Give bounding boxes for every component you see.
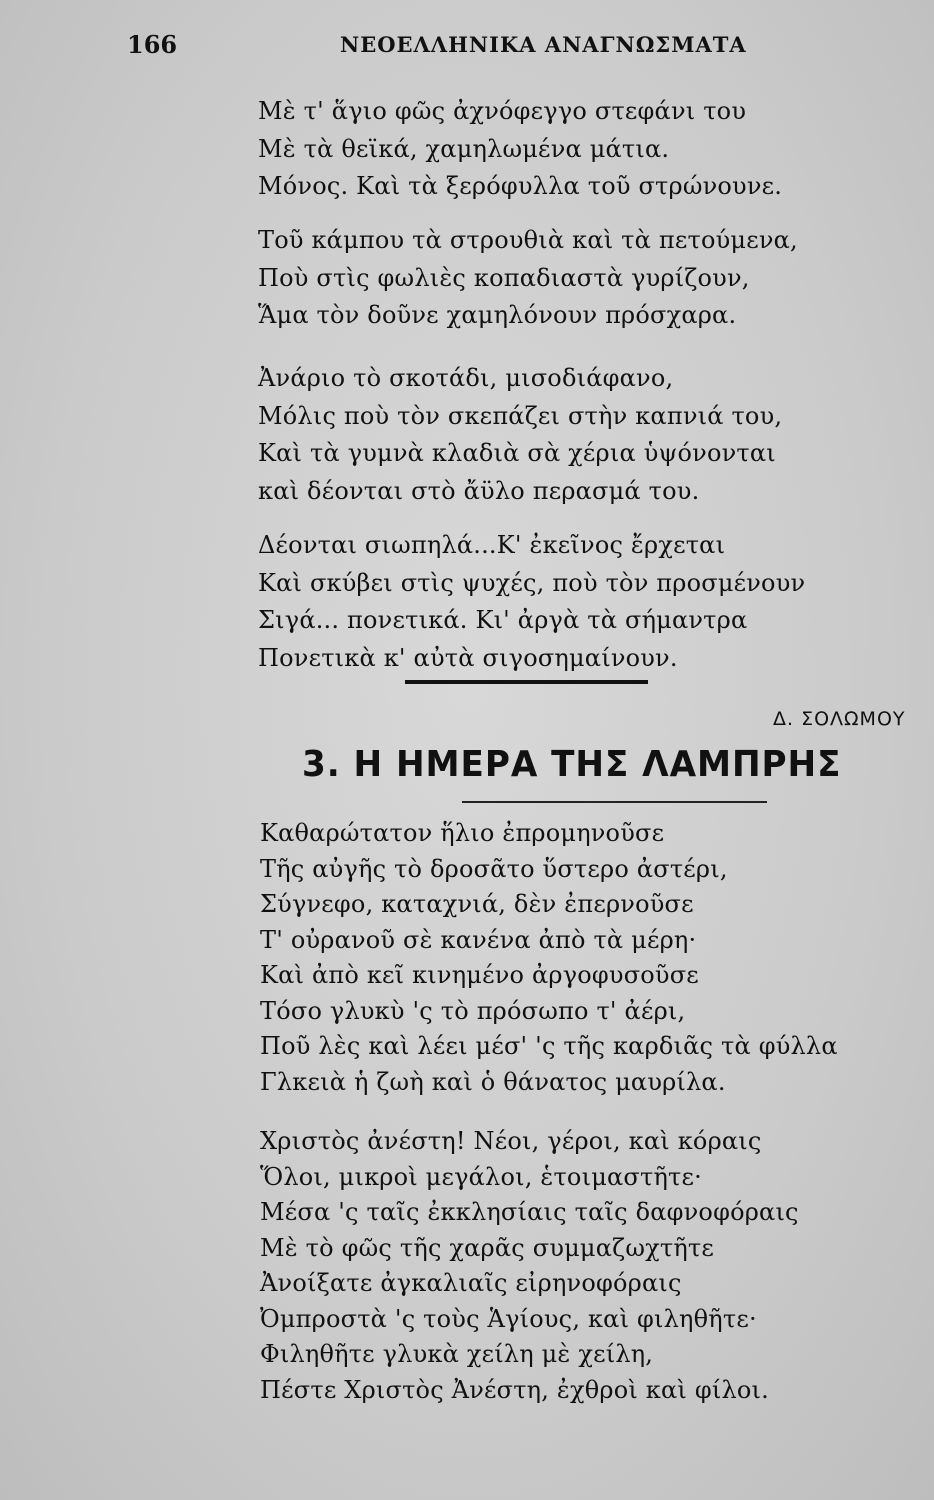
poem-line: Δέονται σιωπηλά...Κ' ἐκεῖνος ἔρχεται (258, 531, 726, 559)
poem-line: Σύγνεφο, καταχνιά, δὲν ἐπερνοῦσε (260, 890, 694, 918)
poem-line: Γλκειὰ ἡ ζωὴ καὶ ὁ θάνατος μαυρίλα. (260, 1067, 726, 1096)
running-title: ΝΕΟΕΛΛΗΝΙΚΑ ΑΝΑΓΝΩΣΜΑΤΑ (340, 32, 747, 57)
section-title: 3. Η ΗΜΕΡΑ ΤΗΣ ΛΑΜΠΡΗΣ (302, 744, 842, 785)
poem-line: Μὲ τὰ θεϊκά, χαμηλωμένα μάτια. (258, 134, 670, 163)
poem-line: Φιληθῆτε γλυκὰ χείλη μὲ χείλη, (260, 1340, 654, 1368)
poem-line: Τῆς αὐγῆς τὸ δροσᾶτο ὕστερο ἀστέρι, (260, 854, 728, 883)
page-number: 166 (127, 30, 178, 59)
poem-line: Καὶ σκύβει στὶς ψυχές, ποὺ τὸν προσμένουν (258, 568, 806, 597)
poem1-stanza-1 (258, 93, 782, 206)
poem1-stanza-4 (258, 527, 805, 677)
poem-line: Μόνος. Καὶ τὰ ξερόφυλλα τοῦ στρώνουνε. (258, 172, 783, 200)
section-divider (405, 680, 648, 684)
poem-line: Μὲ τὸ φῶς τῆς χαρᾶς συμμαζωχτῆτε (260, 1233, 715, 1262)
poem-line: Ἀνοίξατε ἀγκαλιαῖς εἰρηνοφόραις (260, 1269, 682, 1297)
poem-line: Ἅμα τὸν δοῦνε χαμηλόνουν πρόσχαρα. (258, 301, 737, 329)
poem-line: Ἀνάριο τὸ σκοτάδι, μισοδιάφανο, (258, 364, 674, 392)
poem1-stanza-2 (258, 222, 798, 335)
poem-line: καὶ δέονται στὸ ἄϋλο περασμά του. (258, 476, 700, 505)
poem2-stanza-2 (260, 1124, 799, 1408)
author-name: Δ. ΣΟΛΩΜΟΥ (773, 708, 906, 730)
poem2-stanza-1 (260, 816, 838, 1100)
poem-line: Μὲ τ' ἅγιο φῶς ἀχνόφεγγο στεφάνι του (258, 97, 747, 125)
poem-line: Πέστε Χριστὸς Ἀνέστη, ἐχθροὶ καὶ φίλοι. (260, 1375, 769, 1404)
poem-line: Καὶ ἀπὸ κεῖ κινημένο ἀργοφυσοῦσε (260, 961, 699, 989)
page-header (0, 30, 934, 66)
poem-line: Μόλις ποὺ τὸν σκεπάζει στὴν καπνιά του, (258, 401, 783, 430)
poem-line: Ποῦ λὲς καὶ λέει μέσ' 'ς τῆς καρδιᾶς τὰ φύλλα (260, 1032, 838, 1060)
poem-line: Καὶ τὰ γυμνὰ κλαδιὰ σὰ χέρια ὑψόνονται (258, 439, 776, 467)
poem-line: Χριστὸς ἀνέστη! Νέοι, γέροι, καὶ κόραις (260, 1127, 762, 1155)
poem-line: Πονετικὰ κ' αὐτὰ σιγοσημαίνουν. (258, 643, 678, 672)
poem-line: Σιγά... πονετικά. Κι' ἀργὰ τὰ σήμαντρα (258, 606, 748, 634)
poem-line: Τόσο γλυκὺ 'ς τὸ πρόσωπο τ' ἀέρι, (260, 996, 686, 1025)
title-rule (462, 801, 767, 803)
poem-line: Καθαρώτατον ἥλιο ἐπρομηνοῦσε (260, 819, 665, 847)
poem-line: Τ' οὐρανοῦ σὲ κανένα ἀπὸ τὰ μέρη· (260, 925, 697, 954)
poem-line: Μέσα 'ς ταῖς ἐκκλησίαις ταῖς δαφνοφόραις (260, 1198, 799, 1226)
poem-line: Ὅλοι, μικροὶ μεγάλοι, ἑτοιμαστῆτε· (260, 1162, 702, 1191)
poem-line: Τοῦ κάμπου τὰ στρουθιὰ καὶ τὰ πετούμενα, (258, 226, 798, 254)
poem1-stanza-3 (258, 360, 782, 510)
poem-line: Ποὺ στὶς φωλιὲς κοπαδιαστὰ γυρίζουν, (258, 263, 750, 292)
poem-line: Ὀμπροστὰ 'ς τοὺς Ἁγίους, καὶ φιληθῆτε· (260, 1304, 757, 1333)
